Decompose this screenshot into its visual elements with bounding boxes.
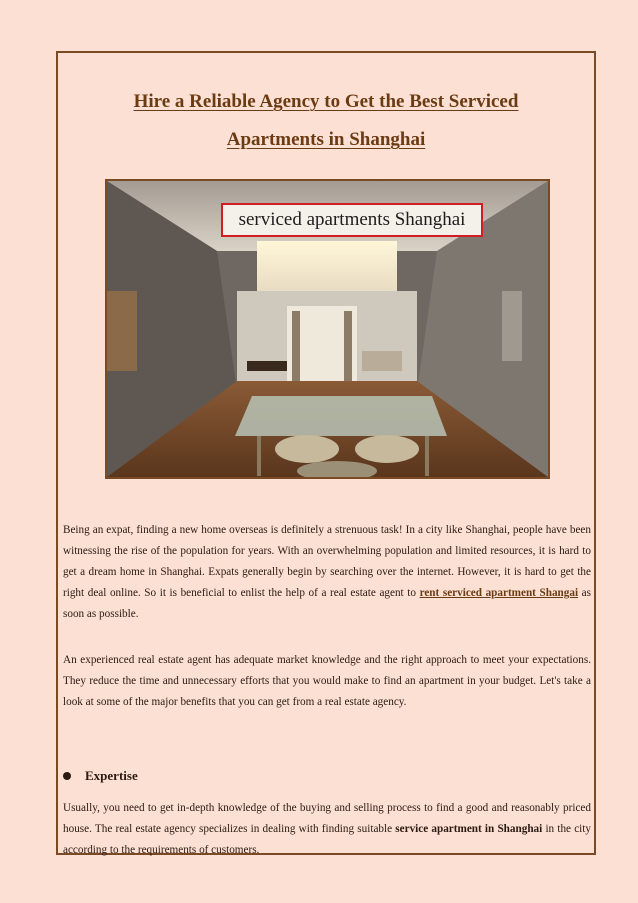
page-title <box>58 83 594 159</box>
expertise-text: Usually, you need to get in-depth knowledge of the buying and selling process to find a good and reasonably priced house. The real estate agency specializes in dealing with finding suitable <box>63 802 591 835</box>
document-page <box>56 51 596 855</box>
intro-text: Being an expat, finding a new home overseas is definitely a strenuous task! In a city like Shanghai, people have been witnessing the rise of the population for years. With an overwhelming population and limited resources, it is hard to get a dream home in Shanghai. Expats generally begin by searching over the internet. However, it is hard to get the right deal online. So it is beneficial to enlist the help of a real estate agent to <box>63 524 591 599</box>
expertise-heading <box>63 765 138 787</box>
title-line-2: Apartments in Shanghai <box>226 129 426 150</box>
expertise-end: in the city according to the requirements of customers. <box>63 823 591 856</box>
bullet-icon <box>63 772 71 780</box>
expertise-heading-text: Expertise <box>85 768 138 783</box>
agent-paragraph: An experienced real estate agent has adequate market knowledge and the right approach to meet your expectations. They reduce the time and unnecessary efforts that you would make to find an apartment in your budget. Let's take a look at some of the major benefits that you can get from a real estate agency. <box>63 654 591 708</box>
rent-apartment-link[interactable]: rent serviced apartment Shangai <box>419 587 579 599</box>
service-apartment-bold: service apartment in Shanghai <box>395 823 543 835</box>
apartment-photo <box>105 179 550 479</box>
title-line-1: Hire a Reliable Agency to Get the Best Serviced <box>133 91 519 112</box>
expertise-paragraph <box>63 798 591 861</box>
image-caption-label: serviced apartments Shanghai <box>221 203 483 237</box>
intro-end: as soon as possible. <box>63 587 591 620</box>
intro-paragraph <box>63 520 591 625</box>
